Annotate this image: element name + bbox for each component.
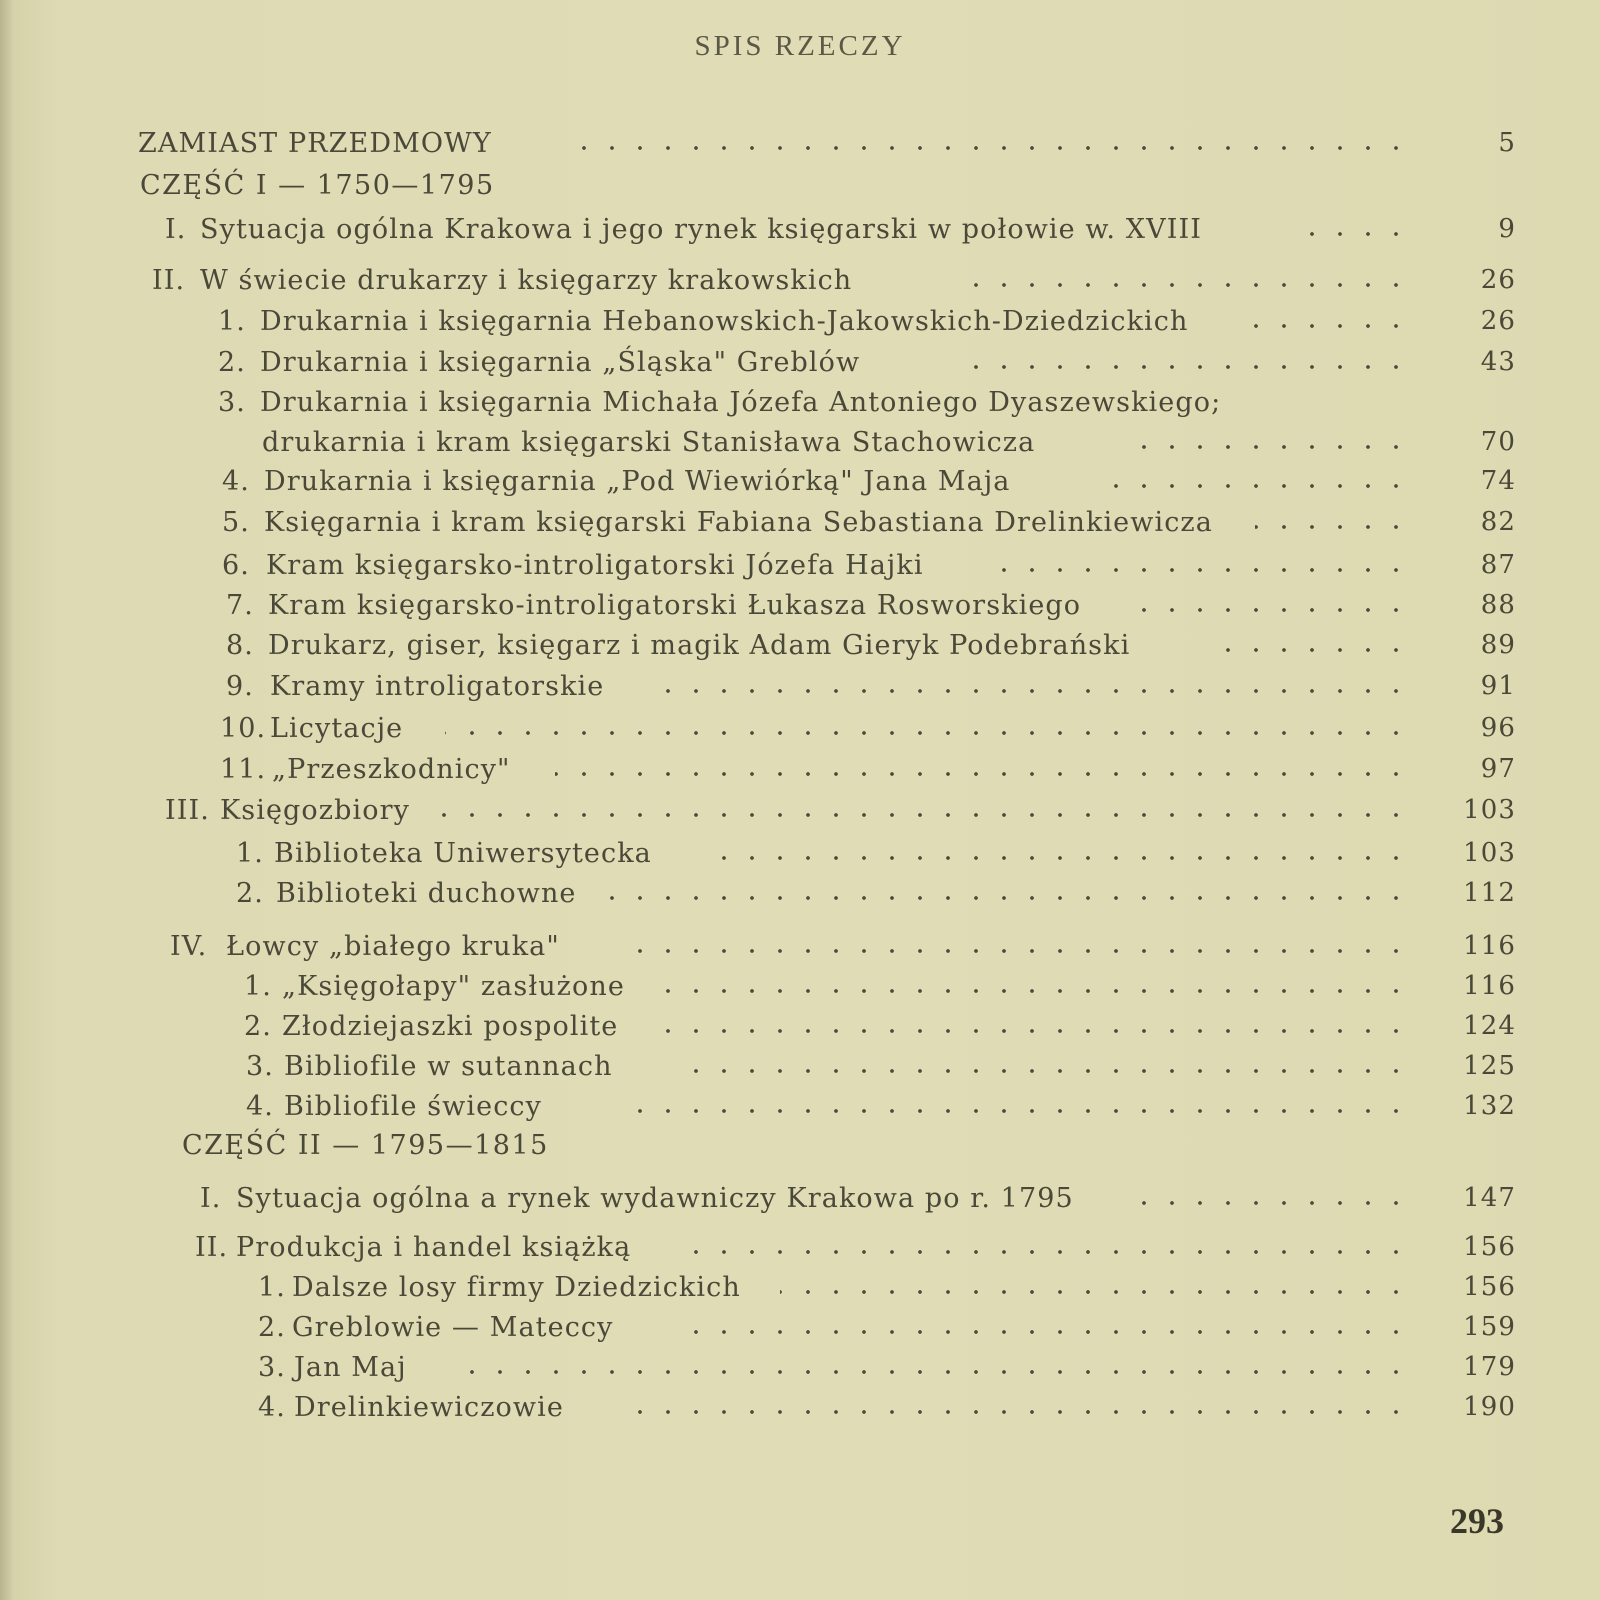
toc-entry: [0, 1312, 1600, 1352]
toc-entry-title: Kram księgarsko-introligatorski Józefa Hajki: [266, 550, 924, 581]
toc-entry-title: Biblioteki duchowne: [276, 878, 577, 909]
toc-entry-page: 74: [1480, 466, 1516, 496]
toc-entry: [0, 214, 1600, 254]
toc-entry: [0, 1130, 1600, 1170]
toc-entry-title: Kram księgarsko-introligatorski Łukasza Rosworskiego: [268, 590, 1082, 621]
toc-entry: [0, 1051, 1600, 1091]
toc-entry-page: 116: [1463, 971, 1516, 1001]
toc-entry-title: Drukarnia i księgarnia „Śląska" Greblów: [260, 347, 861, 378]
dot-leader: [985, 568, 1410, 572]
dot-leader: [555, 772, 1410, 776]
toc-entry: [0, 630, 1600, 670]
toc-entry: [0, 795, 1600, 835]
toc-entry-page: 89: [1480, 630, 1516, 660]
toc-entry-number: 11.: [220, 754, 267, 785]
toc-entry-number: 4.: [258, 1392, 286, 1423]
dot-leader: [1125, 445, 1410, 449]
toc-entry-number: IV.: [170, 931, 208, 962]
toc-entry-title: Księgozbiory: [220, 795, 410, 826]
page-number: 293: [1450, 1501, 1504, 1541]
dot-leader: [560, 146, 1410, 150]
toc-entry-number: 2.: [236, 878, 264, 909]
toc-entry-number: III.: [165, 795, 210, 826]
toc-entry: [0, 671, 1600, 711]
toc-entry: [0, 1272, 1600, 1312]
toc-entry-title: Łowcy „białego kruka": [226, 931, 560, 962]
toc-entry: [0, 931, 1600, 971]
toc-entry-title: drukarnia i kram księgarski Stanisława Stachowicza: [262, 427, 1036, 458]
toc-entry-page: 43: [1480, 347, 1516, 377]
toc-entry-title: Jan Maj: [294, 1352, 407, 1383]
toc-entry-title: Biblioteka Uniwersytecka: [274, 838, 652, 869]
toc-entry-number: 3.: [218, 387, 246, 418]
toc-entry-title: Kramy introligatorskie: [270, 671, 605, 702]
toc-entry-number: 2.: [244, 1011, 272, 1042]
toc-entry-title: Księgarnia i kram księgarski Fabiana Sebastiana Drelinkiewicza: [264, 507, 1213, 538]
toc-entry: [0, 713, 1600, 753]
dot-leader: [672, 1250, 1410, 1254]
toc-entry: [0, 306, 1600, 346]
dot-leader: [1212, 648, 1410, 652]
toc-entry-number: 10.: [220, 713, 267, 744]
dot-leader: [780, 1290, 1410, 1294]
toc-entry: [0, 550, 1600, 590]
toc-entry-number: 4.: [222, 466, 250, 497]
toc-entry-page: 103: [1463, 838, 1516, 868]
toc-entry-page: 112: [1463, 878, 1516, 908]
dot-leader: [450, 1370, 1410, 1374]
toc-entry-number: I.: [200, 1183, 222, 1214]
toc-entry: [0, 1011, 1600, 1051]
toc-entry-number: 2.: [258, 1312, 286, 1343]
toc-entry: [0, 590, 1600, 630]
toc-entry-page: 5: [1498, 128, 1516, 158]
toc-entry-number: 4.: [246, 1091, 274, 1122]
toc-entry: [0, 878, 1600, 918]
dot-leader: [1125, 608, 1410, 612]
toc-entry-number: 1.: [244, 971, 272, 1002]
toc-entry-title: W świecie drukarzy i księgarzy krakowskich: [200, 265, 853, 296]
toc-entry-page: 116: [1463, 931, 1516, 961]
toc-entry: [0, 754, 1600, 794]
toc-entry: [0, 265, 1600, 305]
dot-leader: [440, 813, 1410, 817]
toc-entry-page: 91: [1480, 671, 1516, 701]
toc-entry-title: Sytuacja ogólna Krakowa i jego rynek księgarski w połowie w. XVIII: [200, 214, 1202, 245]
toc-entry-page: 82: [1480, 507, 1516, 537]
toc-entry-page: 125: [1463, 1051, 1516, 1081]
dot-leader: [600, 896, 1410, 900]
toc-entry-page: 88: [1480, 590, 1516, 620]
toc-entry-number: 3.: [246, 1051, 274, 1082]
toc-entry-page: 132: [1463, 1091, 1516, 1121]
toc-entry: [0, 466, 1600, 506]
toc-entry-number: 6.: [222, 550, 250, 581]
toc-entry-title: Produkcja i handel książką: [236, 1232, 632, 1263]
toc-entry-number: 2.: [218, 347, 246, 378]
toc-heading: SPIS RZECZY: [694, 30, 906, 62]
toc-entry-title: ZAMIAST PRZEDMOWY: [138, 128, 492, 159]
toc-entry: [0, 170, 1600, 210]
toc-entry-number: II.: [152, 265, 186, 296]
toc-entry-page: 9: [1498, 214, 1516, 244]
toc-entry: [0, 971, 1600, 1011]
toc-entry-number: 8.: [226, 630, 254, 661]
toc-entry-page: 156: [1463, 1272, 1516, 1302]
toc-entry-title: Dalsze losy firmy Dziedzickich: [292, 1272, 741, 1303]
toc-entry-number: 1.: [236, 838, 264, 869]
toc-entry-page: 26: [1480, 306, 1516, 336]
toc-entry-title: „Przeszkodnicy": [272, 754, 511, 785]
toc-entry-title: Drukarnia i księgarnia „Pod Wiewiórką" Jana Maja: [264, 466, 1011, 497]
toc-entry-page: 124: [1463, 1011, 1516, 1041]
toc-entry-title: Sytuacja ogólna a rynek wydawniczy Krakowa po r. 1795: [236, 1183, 1074, 1214]
dot-leader: [1298, 232, 1410, 236]
toc-entry: [0, 1392, 1600, 1432]
dot-leader: [665, 1029, 1410, 1033]
toc-entry-page: 87: [1480, 550, 1516, 580]
dot-leader: [670, 1069, 1410, 1073]
toc-entry-number: I.: [165, 214, 187, 245]
dot-leader: [1118, 1201, 1410, 1205]
toc-entry-page: 179: [1463, 1352, 1516, 1382]
dot-leader: [1100, 484, 1410, 488]
toc-entry-page: 159: [1463, 1312, 1516, 1342]
toc-entry-number: 1.: [218, 306, 246, 337]
toc-entry-page: 156: [1463, 1232, 1516, 1262]
toc-entry: [0, 1183, 1600, 1223]
toc-entry-number: 7.: [226, 590, 254, 621]
toc-entry-page: 70: [1480, 427, 1516, 457]
toc-entry-page: 26: [1480, 265, 1516, 295]
toc-entry: [0, 427, 1600, 467]
toc-entry-page: 190: [1463, 1392, 1516, 1422]
dot-leader: [672, 1330, 1410, 1334]
toc-entry-number: 1.: [258, 1272, 286, 1303]
toc-entry: [0, 387, 1600, 427]
dot-leader: [618, 1109, 1410, 1113]
toc-entry-page: 97: [1480, 754, 1516, 784]
dot-leader: [955, 365, 1410, 369]
dot-leader: [1240, 324, 1410, 328]
toc-entry-number: II.: [195, 1232, 229, 1263]
toc-entry-title: Licytacje: [270, 713, 404, 744]
toc-entry-page: 103: [1463, 795, 1516, 825]
toc-entry-title: Bibliofile w sutannach: [284, 1051, 613, 1082]
toc-entry: [0, 1091, 1600, 1131]
toc-entry-page: 147: [1463, 1183, 1516, 1213]
toc-entry-title: Bibliofile świeccy: [284, 1091, 542, 1122]
toc-entry-title: Złodziejaszki pospolite: [282, 1011, 619, 1042]
dot-leader: [615, 949, 1410, 953]
toc-entry-number: 9.: [226, 671, 254, 702]
dot-leader: [445, 731, 1410, 735]
dot-leader: [700, 856, 1410, 860]
dot-leader: [1255, 525, 1410, 529]
toc-entry: [0, 1232, 1600, 1272]
toc-entry-number: 5.: [222, 507, 250, 538]
dot-leader: [660, 689, 1410, 693]
toc-entry-title: Greblowie — Mateccy: [292, 1312, 614, 1343]
toc-part-heading: CZĘŚĆ II — 1795—1815: [182, 1130, 549, 1161]
toc-entry-number: 3.: [258, 1352, 286, 1383]
toc-entry: [0, 347, 1600, 387]
toc-entry-title: Drukarz, giser, księgarz i magik Adam Gieryk Podebrański: [268, 630, 1131, 661]
toc-entry: [0, 507, 1600, 547]
dot-leader: [662, 989, 1410, 993]
toc-part-heading: CZĘŚĆ I — 1750—1795: [140, 170, 495, 201]
toc-entry-page: 96: [1480, 713, 1516, 743]
dot-leader: [955, 283, 1410, 287]
dot-leader: [618, 1410, 1410, 1414]
toc-entry: [0, 838, 1600, 878]
toc-entry-title: Drelinkiewiczowie: [294, 1392, 564, 1423]
toc-entry-title: „Księgołapy" zasłużone: [282, 971, 625, 1002]
toc-entry: [0, 128, 1600, 168]
toc-entry-title: Drukarnia i księgarnia Michała Józefa Antoniego Dyaszewskiego;: [260, 387, 1222, 418]
toc-entry-title: Drukarnia i księgarnia Hebanowskich-Jakowskich-Dziedzickich: [260, 306, 1189, 337]
toc-entry: [0, 1352, 1600, 1392]
